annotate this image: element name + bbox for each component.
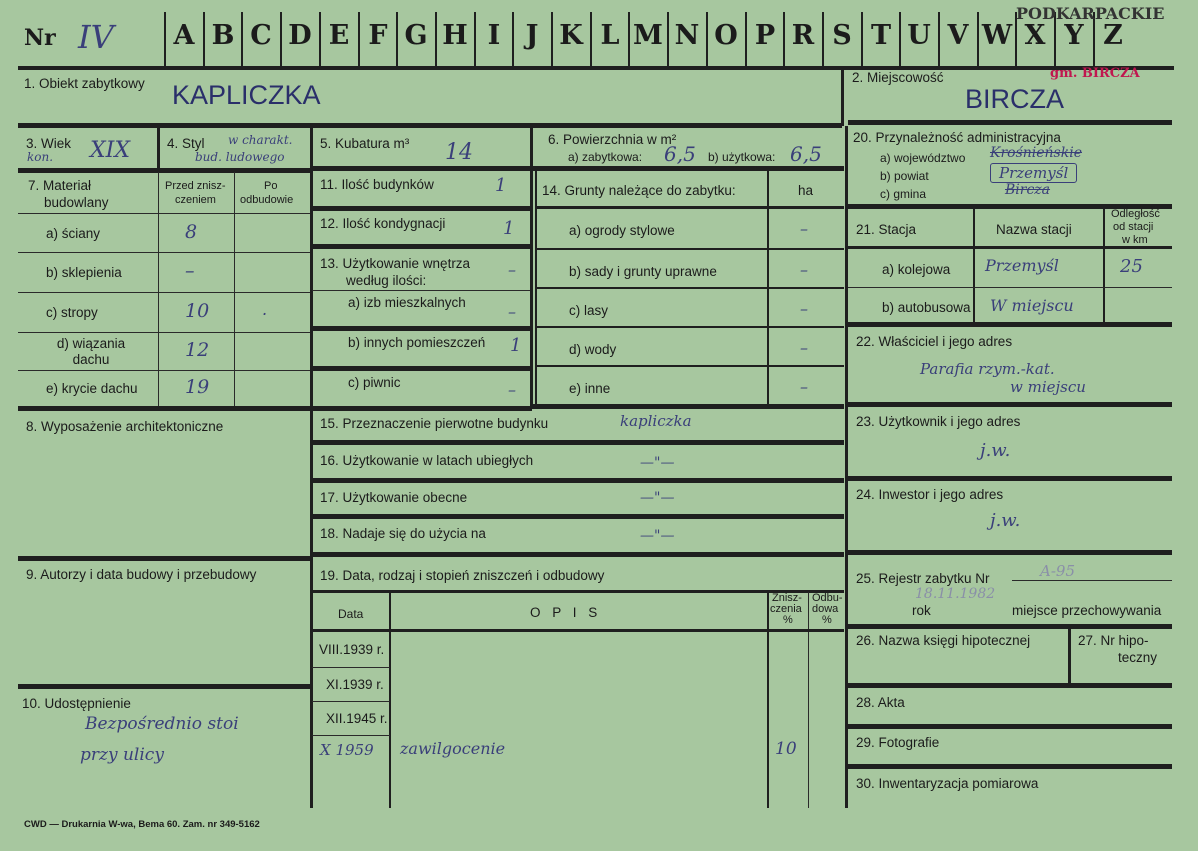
index-letter-z: Z: [1103, 20, 1123, 51]
field-22-value-a: Parafia rzym.-kat.: [920, 360, 1055, 378]
damage-row-date: VIII.1939 r.: [319, 642, 385, 657]
damage-row-date: XI.1939 r.: [326, 677, 384, 692]
printer-footer: CWD — Drukarnia W-wa, Bema 60. Zam. nr 349-5162: [24, 819, 260, 830]
field-13-label-b: według ilości:: [346, 273, 427, 288]
field-13c-value: –: [508, 380, 516, 399]
land-row-label: e) inne: [569, 381, 611, 396]
field-19-col-desc: O P I S: [530, 605, 602, 620]
field-6b-label: b) użytkowa:: [708, 150, 776, 164]
field-21-col-name: Nazwa stacji: [996, 222, 1072, 237]
field-23-value: j.w.: [980, 440, 1011, 461]
material-row-label: b) sklepienia: [46, 265, 122, 280]
index-letter-b: B: [211, 20, 235, 51]
index-letter-w: W: [981, 20, 1013, 51]
field-13b-value: 1: [510, 335, 522, 356]
index-letter-h: H: [442, 20, 468, 51]
field-19-col-z-a: Znisz-: [772, 592, 802, 604]
field-20b-value: Przemyśl: [990, 163, 1077, 183]
index-letter-c: C: [250, 20, 272, 51]
field-17-label: 17. Użytkowanie obecne: [320, 490, 468, 505]
field-3-value: XIX: [90, 138, 131, 163]
field-9-label: 9. Autorzy i data budowy i przebudowy: [26, 567, 257, 582]
field-10-value-a: Bezpośrednio stoi: [85, 714, 239, 734]
nr-value: IV: [78, 18, 114, 56]
field-18-label: 18. Nadaje się do użycia na: [320, 526, 486, 541]
index-letter-d: D: [288, 20, 312, 51]
region-stamp: PODKARPACKIE: [1016, 4, 1165, 23]
field-21-label: 21. Stacja: [856, 222, 917, 237]
index-letter-e: E: [328, 20, 350, 51]
material-row-label: a) ściany: [46, 225, 101, 241]
index-letter-x: X: [1024, 20, 1046, 51]
material-row-label: c) stropy: [46, 305, 98, 320]
field-4-value-a: w charakt.: [228, 133, 293, 147]
field-25-year-label: rok: [912, 603, 931, 618]
field-5-label: 5. Kubatura m³: [320, 136, 410, 151]
field-11-label: 11. Ilość budynków: [320, 177, 434, 192]
field-20a-value: Krośnieńskie: [990, 145, 1082, 161]
field-25-label: 25. Rejestr zabytku Nr: [856, 571, 990, 586]
index-letter-v: V: [947, 20, 969, 51]
field-24-label: 24. Inwestor i jego adres: [856, 487, 1004, 502]
field-22-value-b: w miejscu: [1010, 378, 1086, 396]
field-20a-label: a) województwo: [880, 151, 966, 165]
index-letter-s: S: [832, 20, 852, 51]
index-letter-m: M: [633, 20, 663, 51]
field-29-label: 29. Fotografie: [856, 735, 940, 750]
land-row-value: –: [800, 219, 808, 238]
index-letter-p: P: [754, 20, 776, 51]
field-12-label: 12. Ilość kondygnacji: [320, 216, 446, 231]
field-10-value-b: przy ulicy: [80, 745, 164, 765]
land-row-label: b) sady i grunty uprawne: [569, 264, 717, 279]
field-20b-label: b) powiat: [880, 169, 929, 183]
field-17-value: —"—: [640, 490, 675, 506]
field-12-value: 1: [503, 218, 515, 239]
material-row-before: 10: [185, 300, 210, 322]
field-11-value: 1: [495, 175, 507, 196]
field-1-label: 1. Obiekt zabytkowy: [24, 76, 145, 91]
index-letter-f: F: [368, 20, 388, 51]
field-8-label: 8. Wyposażenie architektoniczne: [26, 419, 224, 434]
index-letter-a: A: [173, 20, 195, 51]
field-6b-value: 6,5: [790, 142, 822, 166]
field-19-col-z-c: %: [783, 614, 793, 626]
index-letter-i: I: [487, 20, 501, 51]
index-letter-r: R: [791, 20, 815, 51]
index-letter-y: Y: [1064, 20, 1084, 51]
field-13b-label: b) innych pomieszczeń: [348, 335, 486, 350]
field-13-label-a: 13. Użytkowanie wnętrza: [320, 256, 471, 271]
damage-row-date: X 1959: [320, 741, 374, 759]
field-7-col2-a: Po: [264, 180, 278, 192]
material-row-before: 8: [185, 220, 198, 243]
field-7-label-b: budowlany: [44, 195, 109, 210]
field-15-label: 15. Przeznaczenie pierwotne budynku: [320, 416, 549, 431]
field-30-label: 30. Inwentaryzacja pomiarowa: [856, 776, 1039, 791]
field-6a-label: a) zabytkowa:: [568, 150, 643, 164]
field-19-label: 19. Data, rodzaj i stopień zniszczeń i odbudowy: [320, 568, 605, 583]
field-21-col-dist-b: od stacji: [1113, 221, 1154, 233]
land-row-value: –: [800, 299, 808, 318]
field-25-value: A-95: [1040, 562, 1075, 580]
material-row-before: –: [185, 260, 195, 282]
field-27-label-a: 27. Nr hipo-: [1078, 633, 1149, 648]
field-27-label-b: teczny: [1118, 650, 1158, 665]
field-19-col-z-b: czenia: [770, 603, 802, 615]
index-letter-n: N: [674, 20, 700, 51]
index-letter-o: O: [714, 20, 738, 51]
damage-row-destruction: 10: [775, 739, 797, 759]
field-2-label: 2. Miejscowość: [852, 70, 944, 85]
index-letter-j: J: [525, 20, 539, 51]
material-row-label: d) wiązania dachu: [56, 336, 126, 367]
field-16-value: —"—: [640, 455, 675, 471]
red-annotation: gm. BIRCZA: [1050, 66, 1140, 81]
land-row-label: d) wody: [569, 342, 617, 357]
field-21-col-dist-c: w km: [1122, 234, 1148, 246]
field-4-label: 4. Styl: [167, 136, 205, 151]
field-3-label: 3. Wiek: [26, 136, 72, 151]
damage-row-date: XII.1945 r.: [326, 711, 388, 726]
damage-row-description: zawilgocenie: [400, 739, 506, 758]
field-20c-label: c) gmina: [880, 187, 927, 201]
field-3-prefix: kon.: [27, 150, 54, 164]
field-20-label: 20. Przynależność administracyjna: [853, 130, 1061, 145]
field-22-label: 22. Właściciel i jego adres: [856, 334, 1013, 349]
material-row-before: 12: [185, 339, 210, 361]
land-row-value: –: [800, 260, 808, 279]
land-row-value: –: [800, 377, 808, 396]
land-row-label: c) lasy: [569, 303, 609, 318]
field-21b-name: W miejscu: [990, 296, 1074, 315]
field-2-value: BIRCZA: [965, 84, 1065, 114]
field-19-col-date: Data: [338, 607, 364, 621]
field-13c-label: c) piwnic: [348, 375, 401, 390]
field-13a-label: a) izb mieszkalnych: [348, 295, 466, 310]
field-21b-label: b) autobusowa: [882, 300, 971, 315]
field-7-col1-b: czeniem: [175, 194, 216, 206]
field-15-value: kapliczka: [620, 412, 692, 430]
field-7-label-a: 7. Materiał: [28, 178, 92, 193]
field-14-unit: ha: [798, 183, 814, 198]
index-letter-k: K: [559, 20, 583, 51]
field-21a-label: a) kolejowa: [882, 262, 951, 277]
field-13a-value: –: [508, 302, 516, 321]
material-row-label: e) krycie dachu: [46, 381, 138, 396]
field-26-label: 26. Nazwa księgi hipotecznej: [856, 633, 1031, 648]
field-20c-value: Bircza: [1005, 182, 1051, 198]
field-6a-value: 6,5: [664, 142, 696, 166]
field-28-label: 28. Akta: [856, 695, 905, 710]
index-letter-u: U: [907, 20, 931, 51]
field-19-col-o-c: %: [822, 614, 832, 626]
field-19-col-o-b: dowa: [812, 603, 839, 615]
nr-label: Nr: [24, 25, 56, 51]
field-10-label: 10. Udostępnienie: [22, 696, 131, 711]
field-7-col1-a: Przed znisz-: [165, 180, 226, 192]
field-14-label: 14. Grunty należące do zabytku:: [542, 183, 736, 198]
field-13-value: –: [508, 260, 516, 279]
field-1-value: KAPLICZKA: [172, 80, 321, 110]
index-letter-t: T: [870, 20, 892, 51]
field-18-value: —"—: [640, 528, 675, 544]
field-25-year-value: 18.11.1982: [915, 586, 996, 602]
field-5-value: 14: [445, 140, 473, 165]
field-4-value-b: bud. ludowego: [195, 150, 285, 164]
field-25-place: miejsce przechowywania: [1012, 603, 1162, 618]
land-row-value: –: [800, 338, 808, 357]
field-16-label: 16. Użytkowanie w latach ubiegłych: [320, 453, 534, 468]
land-row-label: a) ogrody stylowe: [569, 223, 675, 238]
index-letter-l: L: [600, 20, 620, 51]
field-21-col-dist-a: Odległość: [1111, 208, 1160, 220]
field-21a-name: Przemyśl: [985, 256, 1059, 275]
material-row-after: .: [262, 300, 268, 319]
field-19-col-o-a: Odbu-: [812, 592, 843, 604]
field-23-label: 23. Użytkownik i jego adres: [856, 414, 1021, 429]
material-row-before: 19: [185, 376, 210, 398]
field-7-col2-b: odbudowie: [240, 194, 294, 206]
field-21a-dist: 25: [1120, 256, 1143, 277]
field-24-value: j.w.: [990, 510, 1021, 531]
index-letter-g: G: [404, 20, 428, 51]
field-6-label: 6. Powierzchnia w m²: [548, 132, 677, 147]
